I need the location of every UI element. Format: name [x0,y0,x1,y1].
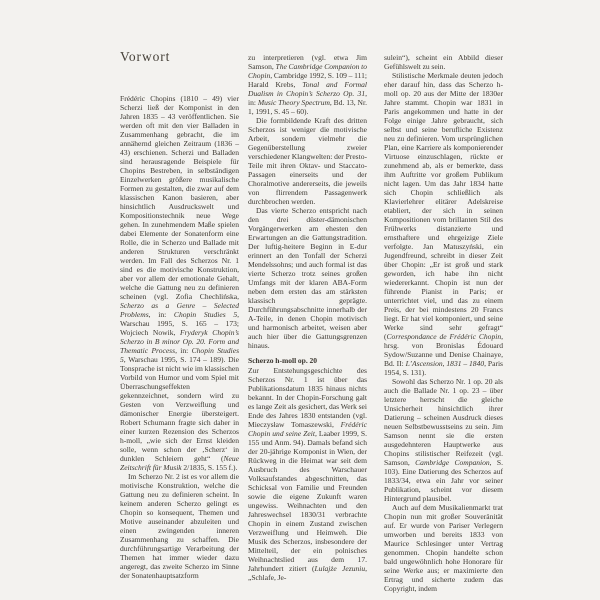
text-run: , hrsg. von Bronislas Édouard Sydow/Suzanne und Denise Chainaye, Bd. II: [384,332,503,368]
text-run: , „Schlafe, Je- [248,564,367,582]
text-run: , Paris 1954, S. 131). [384,359,503,377]
text-run: Fryderyk Chopin’s Scherzo in B minor Op. 20. Form and Thematic Process [120,328,239,355]
text-run: Im Scherzo Nr. 2 ist es vor allem die motivische Konstruktion, welche die Gattung neu zu definieren scheint. In keinem anderen Scherzo gelingt es Chopin so konsequent, Themen und Motive auseinander abzuleiten und einen zwingenden inneren Zusammenhang zu schaffen. Die durchführungsartige Verarbeitung der Themen hat immer wieder dazu angeregt, das zweite Scherzo im Sinne der Sonatenhauptsatzform [120,472,239,580]
text-run: , Cambridge 1992, S. 109 – 111; Harald Krebs, [248,71,367,89]
text-run: Die formbildende Kraft des dritten Scherzos ist weniger die motivische Arbeit, sondern vielmehr die Gegenüberstellung zweier verschiedener Klangwelten: der Presto-Teile mit ihren Oktav- und Staccato-Passagen einerseits und der Choralmotive andererseits, die jeweils von flirrendem Passagenwerk durchbrochen werden. [248,116,367,206]
text-column-left [120,94,239,580]
paragraph [384,503,503,593]
text-run: zu interpretieren (vgl. etwa Jim Samson, [248,53,367,71]
text-run: , Laaber 1999, S. 155 und Anm. 94). Damals befand sich der 20-jährige Komponist in Wien, der Rückweg in die Heimat war seit dem Ausbruch des Warschauer Volksaufstandes abgeschnitten, das Schicksal von Familie und Freunden sowie die eigene Zukunft waren ungewiss. Weihnachten und den Jahreswechsel 1830/31 verbrachte Chopin in einem Zustand zwischen Verzweiflung und Heimweh. Die Musik des Scherzos, insbesondere der Mittelteil, der ein polnisches Weihnachtslied aus dem 17. Jahrhundert zitiert ( [248,429,367,573]
paragraph [384,53,503,71]
text-run: 2/1835, S. 155 f.). [181,463,238,472]
page-title: Vorwort [120,49,171,64]
paragraph [248,116,367,206]
text-run: Stilistische Merkmale deuten jedoch eher darauf hin, dass das Scherzo h-moll op. 20 aus der Mitte der 1830er Jahre stammt. Chopin war 1831 in Paris angekommen und hatte in der Folge einige Jahre gebraucht, sich selbst und seine berufliche Existenz neu zu definieren. Vom ursprünglichen Plan, eine Karriere als komponierender Virtuose einzuschlagen, rückte er zunehmend ab, als er bemerkte, dass ihm Auftritte vor großem Publikum nicht lagen. Um das Jahr 1834 hatte sich Chopin schließlich als Klavierlehrer elitärer Adelskreise etabliert, der sich in seinen Kompositionen vom brillanten Stil des Frühwerks distanzierte und ernsthaftere und ehrgeizige Ziele verfolgte. Jan Matuszyński, ein Jugendfreund, schreibt in dieser Zeit über Chopin: „Er ist groß und stark geworden, ich habe ihn nicht wiedererkannt. Chopin ist nun der führende Pianist in Paris; er unterrichtet viel, und das zu einem Preis, der bei mindestens 20 Francs liegt. Er hat viel komponiert, und seine Werke sind sehr gefragt“ ( [384,71,503,341]
text-run: Frédéric Chopins (1810 – 49) vier Scherzi ließ der Komponist in den Jahren 1835 – 43 veröffentlichen. Sie werden oft mit den vier Balladen in Zusammenhang gebracht, die im annähernd gleichen Zeitraum (1836 – 43) erschienen. Scherzi und Balladen sind herausragende Beispiele für Chopins Bestreben, in selbständigen Einzelwerken größere musikalische Formen zu gestalten, die zwar auf dem klassischen Kanon basieren, aber hinsichtlich Ausdruckswelt und Kompositionstechnik neue Wege gehen. In zunehmendem Maße spielen dabei Elemente der Sonatenform eine Rolle, die in Scherzo und Ballade mit anderen Strukturen verschränkt werden. Im Fall des Scherzos Nr. 1 sind es die motivische Konstruktion, aber vor allem der emotionale Gehalt, welche die Gattung neu zu definieren scheinen (vgl. Zofia Chechlińska, [120,94,239,301]
text-run: , in: [175,346,192,355]
text-run: Zur Entstehungsgeschichte des Scherzos Nr. 1 ist über das Publikationsdatum 1835 hinaus nichts bekannt. In der Chopin-Forschung galt es lange Zeit als gesichert, das Werk sei Ende des Jahres 1830 entstanden (vgl. Mieczysław Tomaszewski, [248,366,367,429]
text-column-middle [248,53,367,582]
text-run: Frédéric Chopin und seine Zeit [248,420,367,438]
paragraph [120,94,239,472]
paragraph [384,71,503,377]
text-run: The Cambridge Companion to Chopin [248,62,367,80]
paragraph [248,53,367,116]
text-run: Music Theory Spectrum [257,98,330,107]
text-run: Scherzo as a Genre – Selected Problems [120,301,239,319]
text-run: Neue Zeitschrift für Musik [120,454,239,472]
text-run: L’Ascension, 1831 – 1840 [405,359,485,368]
text-run: , Warschau 1995, S. 174 – 189). Die Tonsprache ist nicht wie im klassischen Vorbild von Humor und vom Spiel mit Überraschungseffekten gekennzeichnet, sondern wird zu Gesten von Verzweiflung und dämonischer Energie übersteigert. Robert Schumann fragte sich daher in einer kurzen Rezension des Scherzos h-moll, „wie sich der Ernst kleiden solle, wenn schon der ‚Scherz‘ in dunklen Schleiern geht“ ( [120,355,239,463]
text-run: Sowohl das Scherzo Nr. 1 op. 20 als auch die Ballade Nr. 1 op. 23 – über letztere herrscht die gleiche Unsicherheit hinsichtlich ihrer Datierung – scheinen Ausdruck dieses neuen Selbstbewusstseins zu sein. Jim Samson nennt sie die ersten ausgedehnteren Hauptwerke aus Chopins stilistischer Reifezeit (vgl. Samson, [384,377,503,467]
text-column-right [384,53,503,593]
text-run: , in: [148,310,174,319]
text-run: Cambridge Companion [415,458,490,467]
paragraph [248,206,367,350]
text-run: , Bd. 13, Nr. 1, 1991, S. 45 – 60). [248,98,367,116]
text-run: , S. 103). Eine Datierung des Scherzos auf 1833/34, etwa ein Jahr vor seiner Publikation, scheint vor diesem Hintergrund plausibel. [384,458,503,503]
text-run: Lulajże Jezuniu [314,564,366,573]
text-run: Tonal and Formal Dualism in Chopin’s Scherzo Op. 31 [248,80,367,98]
paragraph [384,377,503,503]
section-heading: Scherzo h-moll op. 20 [248,356,317,365]
text-run: Chopin Studies 5 [173,310,238,319]
paragraph [248,366,367,582]
text-run: Das vierte Scherzo entspricht nach den drei düster-dämonischen Vorgängerwerken am ehesten den Erwartungen an die Gattungstradition. Der luftig-heitere Beginn in E-dur erinnert an den Tonfall der Scherzi Mendelssohns; und auch formal ist das vierte Scherzo trotz seines großen Umfangs mit der klaren ABA-Form neben dem ersten das am stärksten klassisch geprägte. Durchführungsabschnitte innerhalb der A-Teile, in denen Chopin motivisch und harmonisch arbeitet, weisen aber auch hier über die Gattungsgrenzen hinaus. [248,206,367,350]
text-run: , Warschau 1995, S. 165 – 173; Wojciech Nowik, [120,310,240,337]
text-run: , in: [248,89,367,107]
text-run: Chopin Studies 5 [120,346,240,364]
text-run: sulein“), scheint ein Abbild dieser Gefühlswelt zu sein. [384,53,503,71]
text-run: Correspondance de Frédéric Chopin [386,332,502,341]
paragraph [120,472,239,580]
text-run: Auch auf dem Musikalienmarkt trat Chopin nun mit großer Souveränität auf. Er wurde von Pariser Verlegern umworben und bereits 1833 von Maurice Schlesinger unter Vertrag genommen. Chopin handelte schon bald ungewöhnlich hohe Honorare für seine Werke aus; er maximierte den Ertrag und sicherte zudem das Copyright, indem [384,503,503,593]
